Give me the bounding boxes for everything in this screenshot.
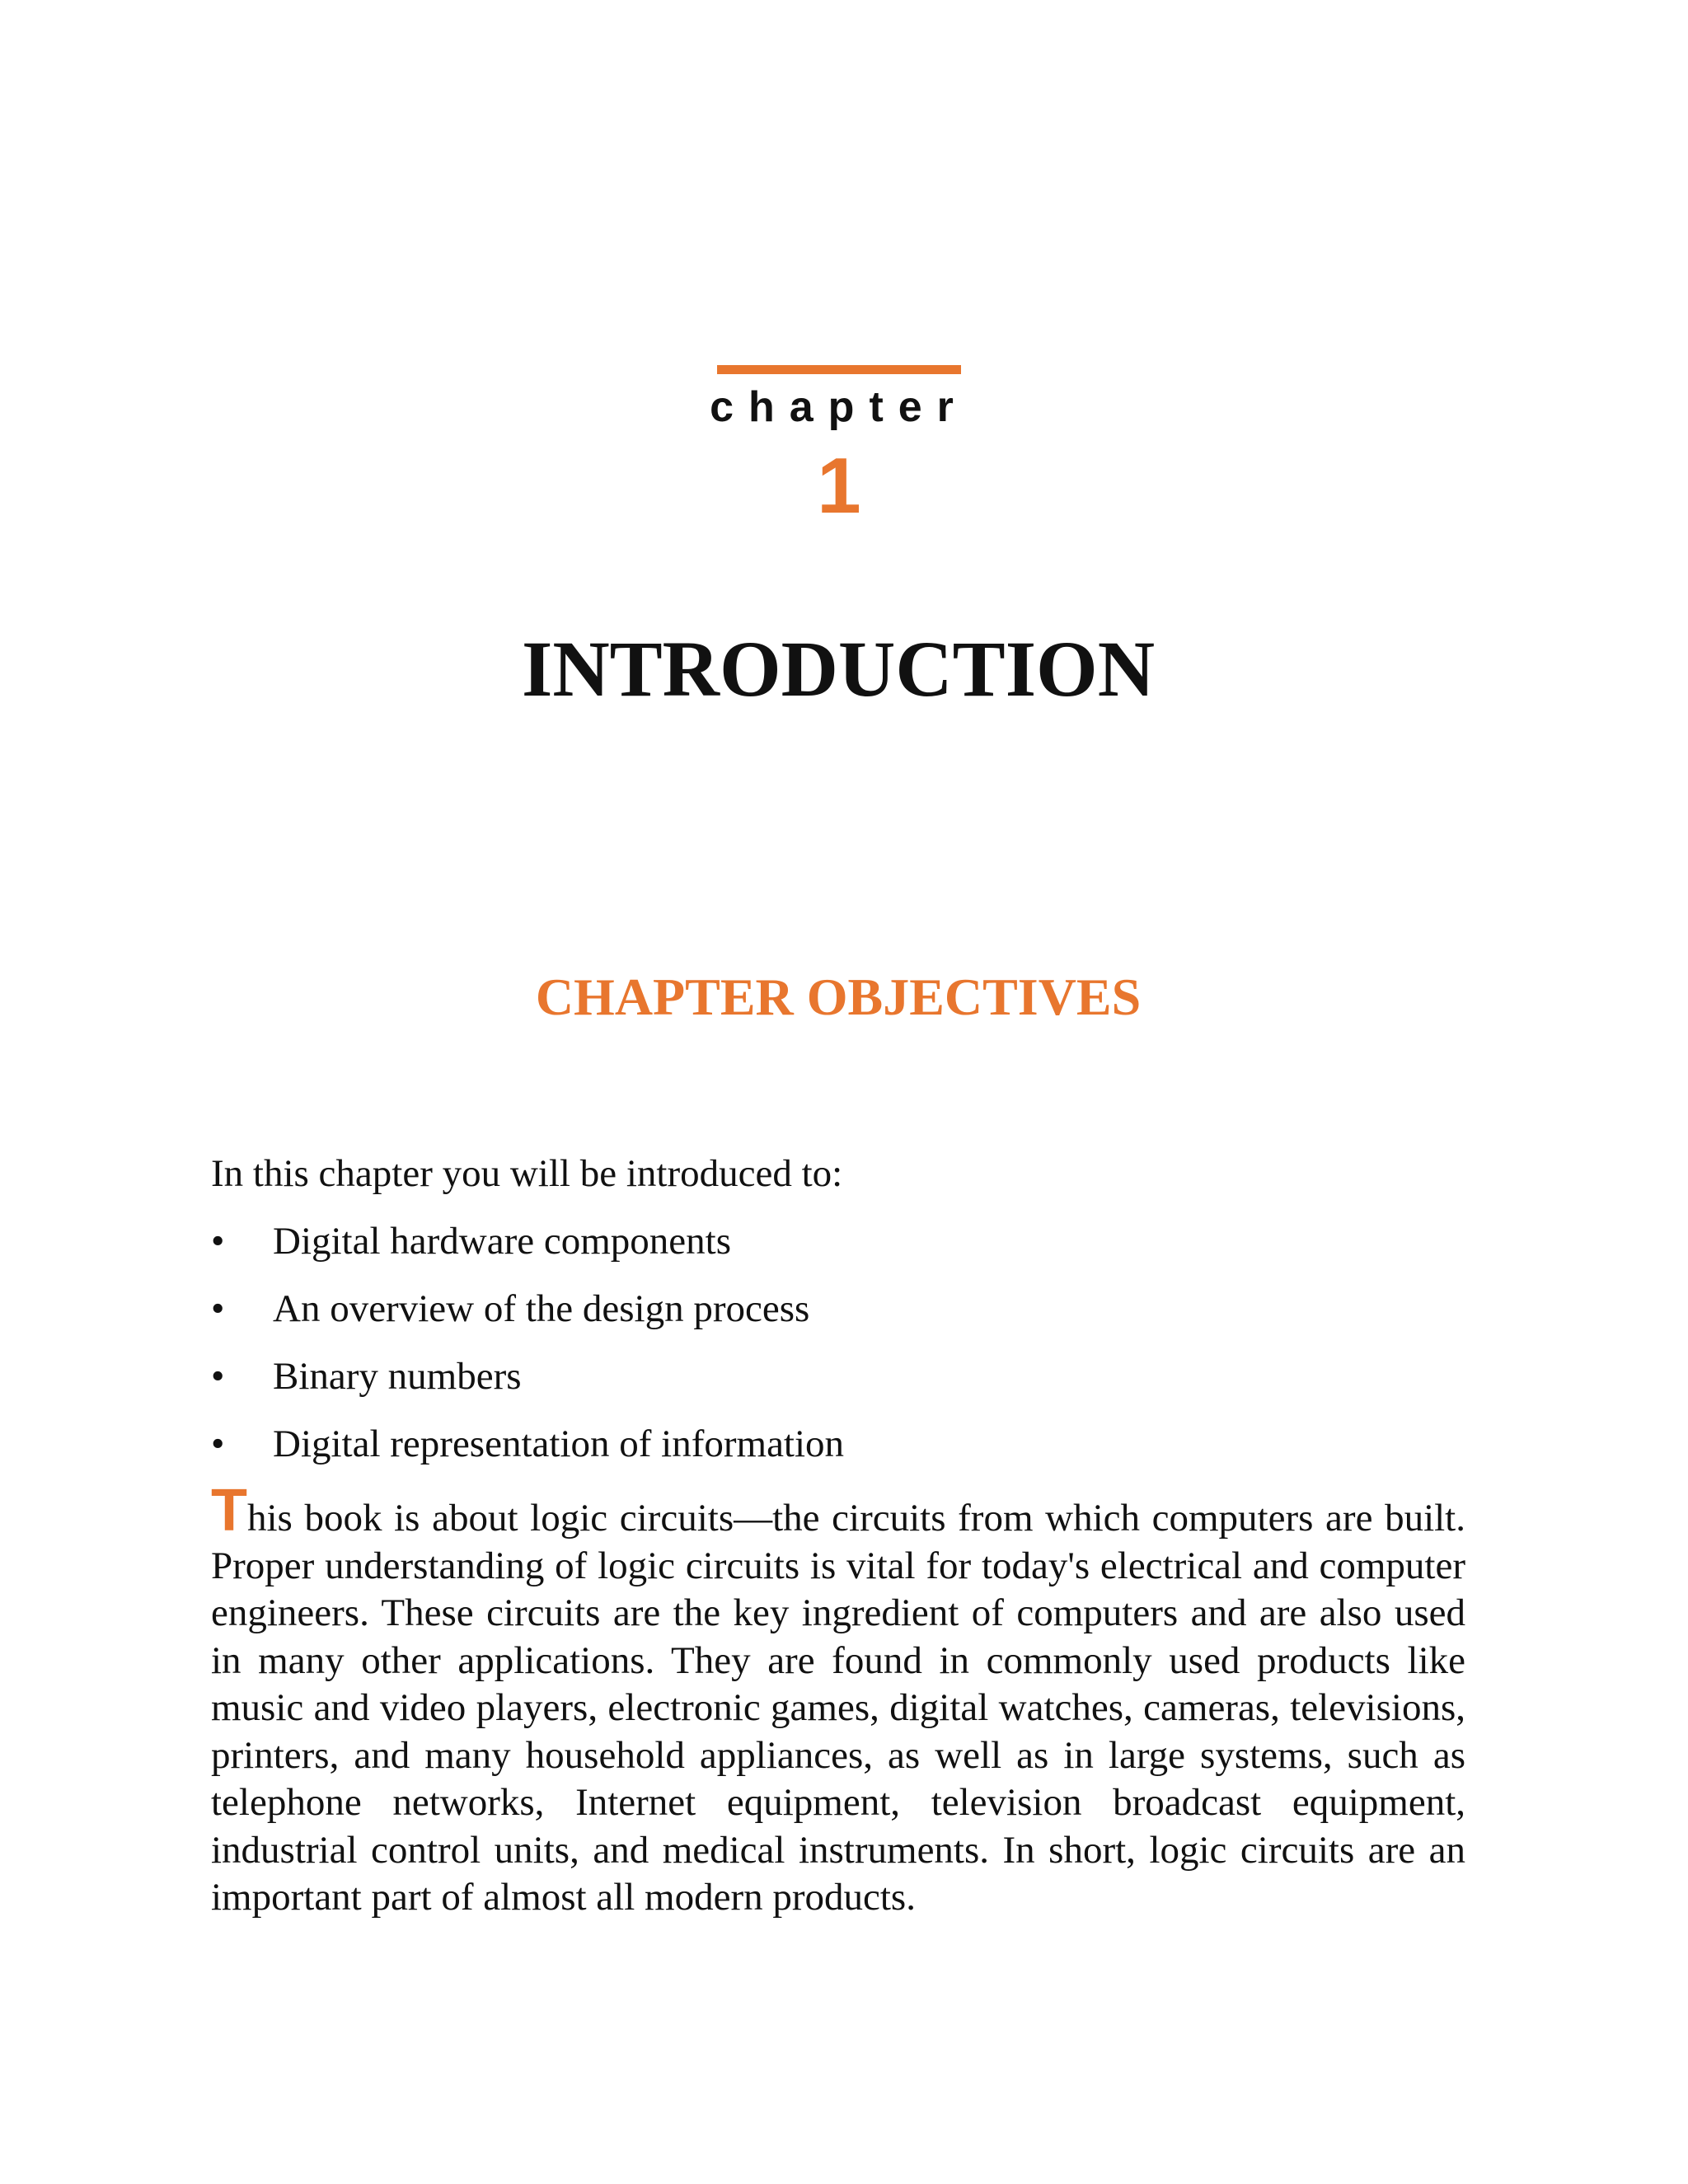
bullet-icon: • [211,1220,225,1263]
objective-text: Digital representation of information [273,1422,845,1465]
chapter-label: chapter [710,383,968,431]
bullet-icon: • [211,1355,225,1398]
objectives-heading: CHAPTER OBJECTIVES [535,968,1142,1026]
chapter-number: 1 [817,442,861,530]
bullet-icon: • [211,1287,225,1330]
drop-cap: T [211,1478,247,1544]
chapter-accent-bar [717,365,961,374]
objective-text: Digital hardware components [273,1220,731,1263]
objectives-intro: In this chapter you will be introduced to: [211,1152,843,1195]
body-paragraph-text: his book is about logic circuits—the circuits from which computers are built. Proper understanding of logic circuits is vital for today's electrical and computer engineers. These circuits are the key ingredient of computers and are also used in many other applications. They are found in commonly used products like music and video players, electronic games, digital watches, cameras, televisions, printers, and many household appliances, as well as in large systems, such as telephone networks, Internet equipment, television broadcast equipment, industrial control units, and medical instruments. In short, logic circuits are an important part of almost all modern products. [211,1497,1465,1919]
body-paragraph [211,1478,1465,1922]
chapter-title: INTRODUCTION [521,625,1156,713]
objective-text: Binary numbers [273,1355,522,1398]
bullet-icon: • [211,1422,225,1465]
objective-text: An overview of the design process [273,1287,810,1330]
